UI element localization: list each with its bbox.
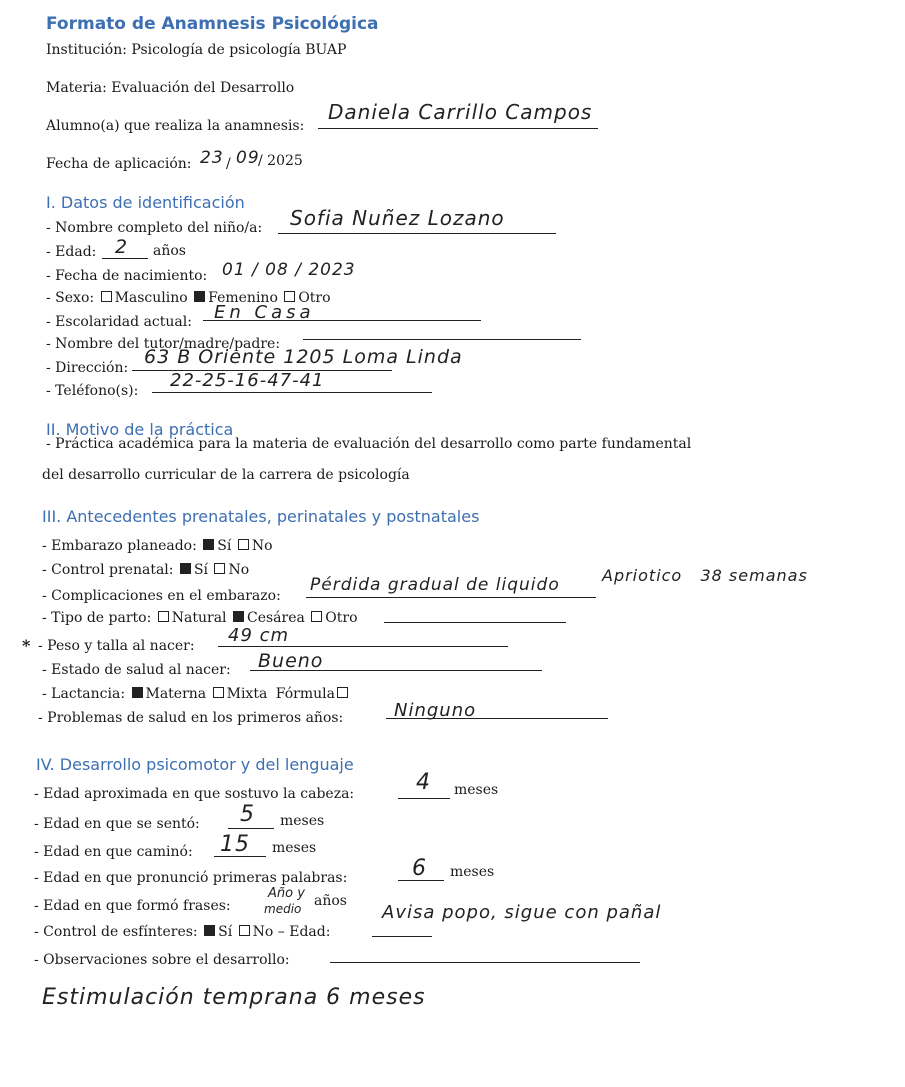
checkbox-control-si[interactable] xyxy=(180,563,191,574)
edad-underline xyxy=(102,258,148,259)
parto-otro: Otro xyxy=(325,610,358,626)
cabeza-unit: meses xyxy=(454,782,499,798)
embarazo-label: - Embarazo planeado: xyxy=(42,538,197,554)
nombre-value: Sofia Nuñez Lozano xyxy=(290,206,505,230)
parto-line xyxy=(42,610,358,626)
edad-unit: años xyxy=(153,243,186,259)
motivo-line-1: - Práctica académica para la materia de evaluación del desarrollo como parte fundamental xyxy=(46,436,692,452)
institucion-line: Institución: Psicología de psicología BUAP xyxy=(46,42,347,58)
direccion-label: - Dirección: xyxy=(46,360,129,376)
lactancia-label: - Lactancia: xyxy=(42,686,126,702)
complicaciones-value: Pérdida gradual de liquido xyxy=(310,575,560,595)
sexo-otro: Otro xyxy=(298,290,331,306)
camino-unit: meses xyxy=(272,840,317,856)
escolaridad-label: - Escolaridad actual: xyxy=(46,314,192,330)
parto-underline xyxy=(384,622,566,623)
sexo-label: - Sexo: xyxy=(46,290,95,306)
checkbox-parto-natural[interactable] xyxy=(158,611,169,622)
observaciones-value: Estimulación temprana 6 meses xyxy=(42,985,426,1010)
cabeza-label: - Edad aproximada en que sostuvo la cabeza: xyxy=(34,786,355,802)
peso-underline xyxy=(218,646,508,647)
cabeza-value: 4 xyxy=(416,770,431,795)
sento-underline xyxy=(228,828,274,829)
lactancia-formula: Fórmula xyxy=(275,686,335,702)
camino-label: - Edad en que caminó: xyxy=(34,844,193,860)
cabeza-underline xyxy=(398,798,450,799)
peso-value: 49 cm xyxy=(228,625,290,646)
peso-label: - Peso y talla al nacer: xyxy=(38,638,195,654)
telefono-underline xyxy=(152,392,432,393)
problemas-value: Ninguno xyxy=(394,700,477,721)
observaciones-underline xyxy=(330,962,640,963)
alumno-underline xyxy=(318,128,598,129)
alumno-value: Daniela Carrillo Campos xyxy=(328,100,593,124)
parto-cesarea: Cesárea xyxy=(246,610,305,626)
section-3-title: III. Antecedentes prenatales, perinatales y postnatales xyxy=(42,507,480,526)
complicaciones-extra: Apriotico 38 semanas xyxy=(602,566,808,585)
control-label: - Control prenatal: xyxy=(42,562,174,578)
checkbox-parto-otro[interactable] xyxy=(311,611,322,622)
checkbox-lactancia-materna[interactable] xyxy=(132,687,143,698)
edad-value: 2 xyxy=(115,236,129,258)
problemas-label: - Problemas de salud en los primeros años: xyxy=(38,710,344,726)
palabras-unit: meses xyxy=(450,864,495,880)
telefono-label: - Teléfono(s): xyxy=(46,383,139,399)
control-no: No xyxy=(228,562,250,578)
telefono-value: 22-25-16-47-41 xyxy=(170,370,325,391)
fecha-slash: / xyxy=(226,156,231,172)
fecha-year: / 2025 xyxy=(258,153,303,169)
checkbox-otro[interactable] xyxy=(284,291,295,302)
sento-label: - Edad en que se sentó: xyxy=(34,816,200,832)
escolaridad-value: En Casa xyxy=(214,302,315,323)
embarazo-si: Sí xyxy=(217,538,232,554)
checkbox-lactancia-formula[interactable] xyxy=(337,687,348,698)
nombre-underline xyxy=(278,233,556,234)
nombre-label: - Nombre completo del niño/a: xyxy=(46,220,263,236)
checkbox-embarazo-si[interactable] xyxy=(203,539,214,550)
checkbox-parto-cesarea[interactable] xyxy=(233,611,244,622)
control-line xyxy=(42,562,249,578)
tutor-label: - Nombre del tutor/madre/padre: xyxy=(46,336,281,352)
salud-value: Bueno xyxy=(258,650,324,672)
edad-label: - Edad: xyxy=(46,244,97,260)
materia-line: Materia: Evaluación del Desarrollo xyxy=(46,80,295,96)
esfinteres-si: Sí xyxy=(218,924,233,940)
form-title: Formato de Anamnesis Psicológica xyxy=(46,14,379,34)
sento-value: 5 xyxy=(240,802,255,827)
direccion-value: 63 B Oriente 1205 Loma Linda xyxy=(144,346,463,368)
esfinteres-value: Avisa popo, sigue con pañal xyxy=(382,902,662,923)
checkbox-femenino[interactable] xyxy=(194,291,205,302)
frases-value-top: Año y xyxy=(268,886,305,901)
checkbox-esfinteres-no[interactable] xyxy=(239,925,250,936)
motivo-line-2: del desarrollo curricular de la carrera de psicología xyxy=(42,467,410,483)
complicaciones-label: - Complicaciones en el embarazo: xyxy=(42,588,281,604)
camino-value: 15 xyxy=(220,832,250,857)
frases-value-bottom: medio xyxy=(264,902,302,916)
salud-label: - Estado de salud al nacer: xyxy=(42,662,231,678)
parto-label: - Tipo de parto: xyxy=(42,610,152,626)
esfinteres-line xyxy=(34,924,330,940)
checkbox-masculino[interactable] xyxy=(101,291,112,302)
nacimiento-value: 01 / 08 / 2023 xyxy=(222,260,356,280)
checkbox-control-no[interactable] xyxy=(214,563,225,574)
embarazo-no: No xyxy=(251,538,273,554)
frases-unit: años xyxy=(314,893,347,909)
sexo-femenino: Femenino xyxy=(208,290,278,306)
lactancia-mixta: Mixta xyxy=(226,686,268,702)
sento-unit: meses xyxy=(280,813,325,829)
esfinteres-label: - Control de esfínteres: xyxy=(34,924,198,940)
section-2-title: II. Motivo de la práctica xyxy=(46,420,234,439)
fecha-day: 23 xyxy=(200,148,224,168)
section-1-title: I. Datos de identificación xyxy=(46,193,245,212)
frases-label: - Edad en que formó frases: xyxy=(34,898,231,914)
sexo-masculino: Masculino xyxy=(114,290,188,306)
lactancia-materna: Materna xyxy=(145,686,207,702)
esfinteres-underline xyxy=(372,936,432,937)
tutor-underline xyxy=(303,339,581,340)
checkbox-esfinteres-si[interactable] xyxy=(204,925,215,936)
embarazo-line xyxy=(42,538,273,554)
checkbox-embarazo-no[interactable] xyxy=(238,539,249,550)
palabras-label: - Edad en que pronunció primeras palabras: xyxy=(34,870,348,886)
alumno-label: Alumno(a) que realiza la anamnesis: xyxy=(46,118,305,134)
asterisk-mark: * xyxy=(22,636,31,655)
observaciones-label: - Observaciones sobre el desarrollo: xyxy=(34,952,290,968)
nacimiento-label: - Fecha de nacimiento: xyxy=(46,268,208,284)
parto-natural: Natural xyxy=(171,610,227,626)
section-4-title: IV. Desarrollo psicomotor y del lenguaje xyxy=(36,755,354,774)
esfinteres-no: No – Edad: xyxy=(252,924,331,940)
checkbox-lactancia-mixta[interactable] xyxy=(213,687,224,698)
fecha-label: Fecha de aplicación: xyxy=(46,156,192,172)
lactancia-line xyxy=(42,686,351,702)
palabras-value: 6 xyxy=(412,856,427,881)
fecha-month: 09 xyxy=(236,148,260,168)
complicaciones-underline xyxy=(306,597,596,598)
control-si: Sí xyxy=(193,562,209,578)
